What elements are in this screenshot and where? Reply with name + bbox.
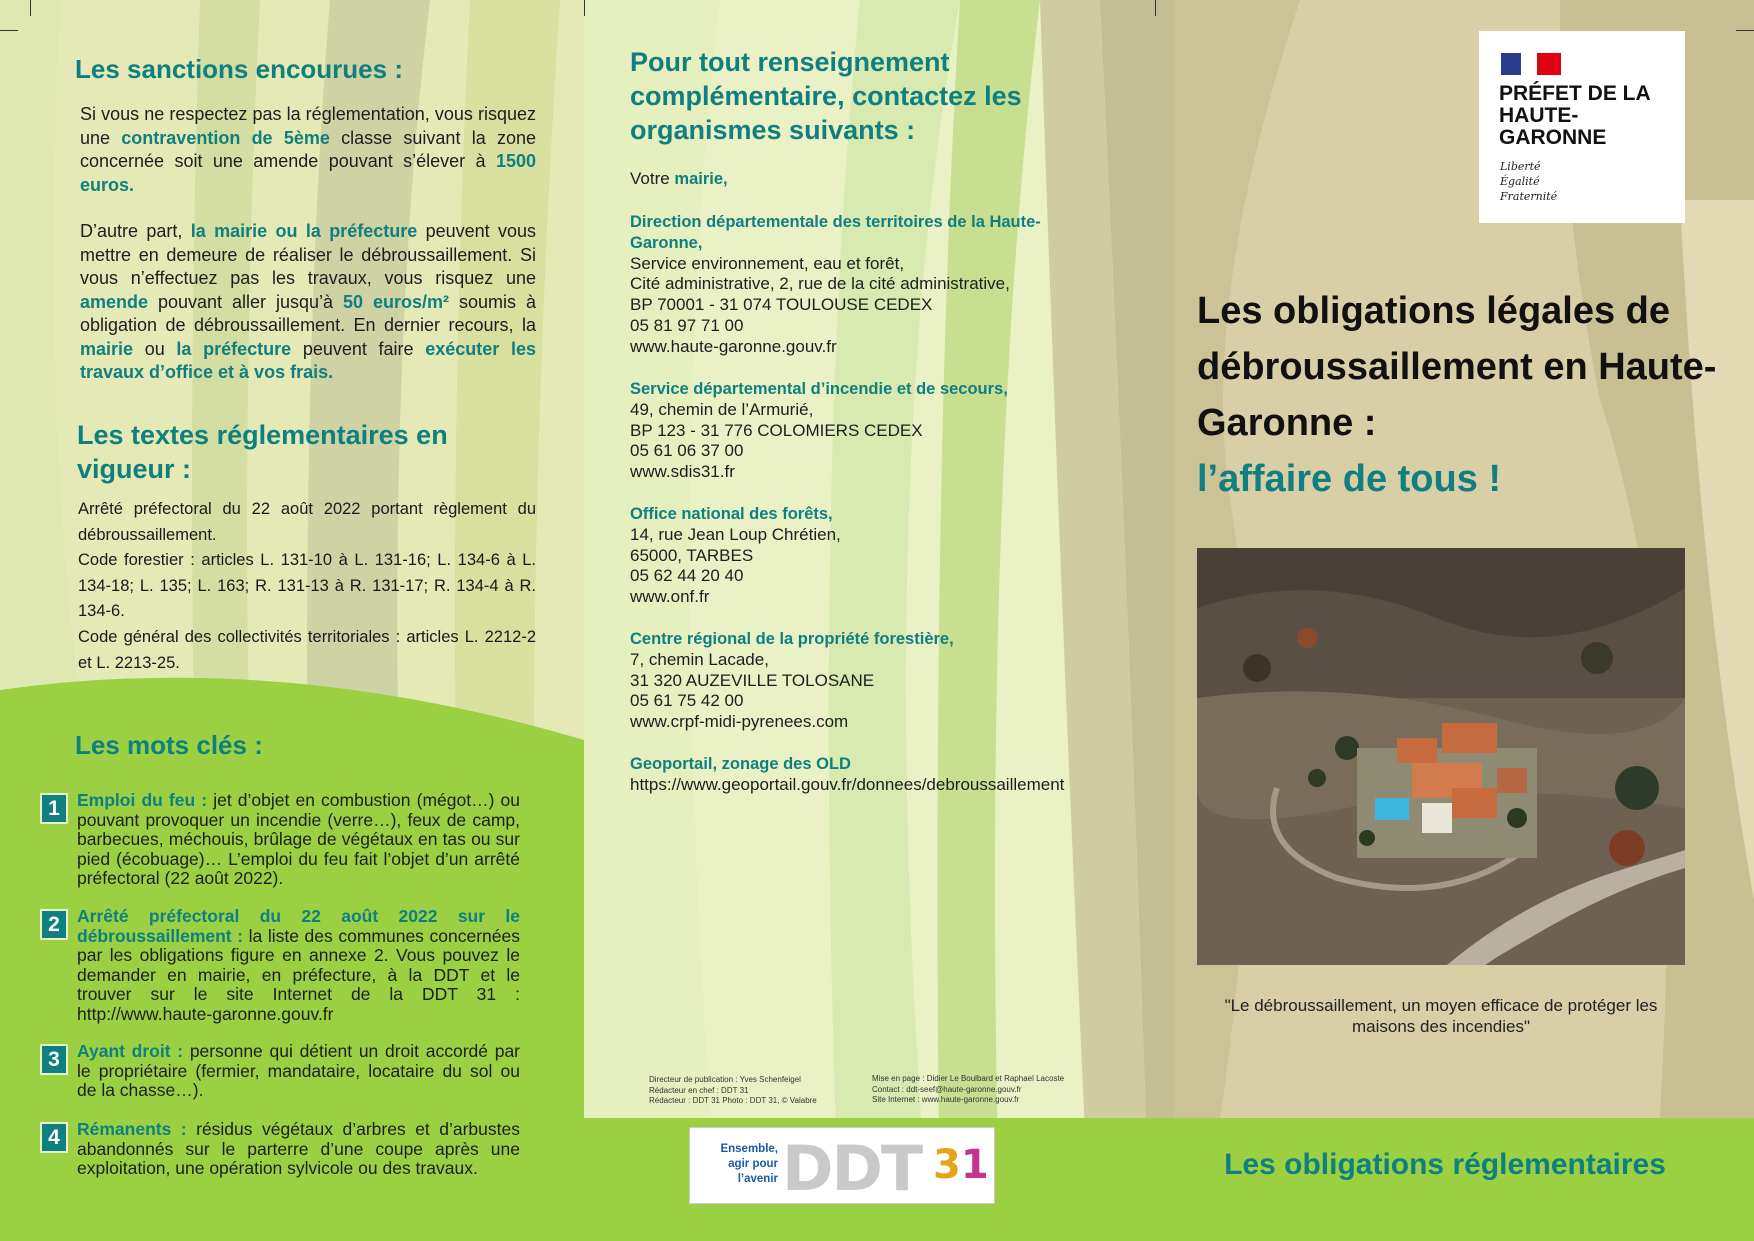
- french-flag-icon: [1501, 53, 1561, 75]
- keyword-item: [40, 907, 520, 1022]
- contact-org-crpf: Centre régional de la propriété forestière, 7, chemin Lacade, 31 320 AUZEVILLE TOLOSANE 05 61 75 42 00 www.crpf-midi-pyrenees.com: [630, 629, 1100, 733]
- crop-mark: [1736, 30, 1754, 31]
- crop-mark: [584, 0, 585, 16]
- contact-link[interactable]: https://www.geoportail.gouv.fr/donnees/debroussaillement: [630, 774, 1065, 794]
- keyword-item: [40, 791, 520, 886]
- textes-list: [78, 497, 536, 676]
- texte-line: Code général des collectivités territoriales : articles L. 2212-2 et L. 2213-25.: [78, 627, 536, 672]
- keyword-number-badge: 2: [40, 909, 68, 940]
- aerial-photo-house: [1197, 548, 1685, 965]
- keyword-item: [40, 1042, 520, 1102]
- ddt-number: 31: [933, 1142, 989, 1188]
- keyword-number-badge: 1: [40, 793, 68, 824]
- footer-title: Les obligations réglementaires: [1224, 1148, 1666, 1181]
- keyword-text: Arrêté préfectoral du 22 août 2022 sur le débroussaillement : la liste des communes concernées par les obligations figure en annexe 2. Vous pouvez le demander en mairie, en préfecture, à la DDT et le trouver sur le site Internet de la DDT 31 : http://www.haute-garonne.gouv.fr: [77, 906, 520, 1024]
- contact-org-onf: Office national des forêts, 14, rue Jean Loup Chrétien, 65000, TARBES 05 62 44 20 40 www.onf.fr: [630, 504, 1100, 608]
- contact-mairie: Votre mairie,: [630, 169, 728, 188]
- ddt-slogan: Ensemble, agir pour l’avenir: [720, 1143, 778, 1185]
- ddt-letters: DDT: [782, 1132, 922, 1204]
- contact-org-sdis: Service départemental d’incendie et de secours, 49, chemin de l’Armurié, BP 123 - 31 776 COLOMIERS CEDEX 05 61 06 37 00 www.sdis31.fr: [630, 379, 1100, 483]
- textes-title: Les textes réglementaires en vigueur :: [77, 420, 448, 484]
- sanctions-paragraph-1: Si vous ne respectez pas la réglementation, vous risquez une contravention de 5ème classe suivant la zone concernée soit une amende pouvant s’élever à 1500 euros.: [80, 104, 536, 195]
- crop-mark: [0, 30, 18, 31]
- keyword-text: Rémanents : résidus végétaux d’arbres et d’arbustes abandonnés sur le parterre d’une coupe après une exploitation, une opération sylvicole ou des travaux.: [77, 1119, 520, 1178]
- keyword-item: [40, 1120, 520, 1180]
- contact-link[interactable]: www.crpf-midi-pyrenees.com: [630, 712, 849, 732]
- photo-caption: "Le débroussaillement, un moyen efficace de protéger les maisons des incendies": [1224, 996, 1658, 1036]
- keyword-number-badge: 3: [40, 1044, 68, 1075]
- cover-title: Les obligations légales de débroussaillement en Haute-Garonne : l’affaire de tous !: [1197, 283, 1717, 507]
- sanctions-paragraph-2: D’autre part, la mairie ou la préfecture peuvent vous mettre en demeure de réaliser le débroussaillement. Si vous n’effectuez pas les travaux, vous risquez une amende pouvant aller jusqu’à 50 euros/m² soumis à obligation de débroussaillement. En dernier recours, la mairie ou la préfecture peuvent faire exécuter les travaux d’office et à vos frais.: [80, 221, 537, 382]
- contact-org-ddt: Direction départementale des territoires de la Haute-Garonne, Service environnement, eau et forêt, Cité administrative, 2, rue de la cité administrative, BP 70001 - 31 074 TOULOUSE CEDEX 05 81 97 71 00 www.haute-garonne.gouv.fr: [630, 212, 1100, 358]
- credits-right: Mise en page : Didier Le Boulbard et Raphael Lacoste Contact : ddt-seef@haute-garonne.gouv.fr Site Internet : www.haute-garonne.gouv.fr: [872, 1074, 1065, 1104]
- keyword-text: Emploi du feu : jet d’objet en combustion (mégot…) ou pouvant provoquer un incendie (verre…), feux de camp, barbecues, méchouis, brûlage de végétaux en tas ou sur pied (écobuage)… L’emploi du feu fait l’objet d’un arrêté préfectoral (22 août 2022).: [77, 790, 520, 888]
- keyword-number-badge: 4: [40, 1122, 68, 1153]
- prefet-name: PRÉFET DE LA HAUTE-GARONNE: [1499, 82, 1650, 149]
- credits-left: Directeur de publication : Yves Schenfeigel Rédacteur en chef : DDT 31 Rédacteur : DDT 31 Photo : DDT 31, © Valabre: [649, 1075, 817, 1105]
- devise: Liberté Égalité Fraternité: [1500, 160, 1558, 203]
- crop-mark: [30, 0, 31, 16]
- keyword-text: Ayant droit : personne qui détient un droit accordé par le propriétaire (fermier, mandataire, locataire du sol ou de la chasse…).: [77, 1041, 521, 1100]
- ddt31-logo: [689, 1127, 995, 1204]
- prefet-logo: [1479, 31, 1685, 223]
- contact-link[interactable]: www.haute-garonne.gouv.fr: [630, 336, 837, 356]
- sanctions-title: Les sanctions encourues :: [75, 54, 403, 84]
- cover-subtitle: l’affaire de tous !: [1197, 458, 1502, 500]
- contact-link[interactable]: www.onf.fr: [630, 587, 710, 607]
- contact-org-geoportail: Geoportail, zonage des OLD https://www.geoportail.gouv.fr/donnees/debroussaillement: [630, 754, 1100, 796]
- mots-cles-title: Les mots clés :: [75, 730, 263, 760]
- texte-line: Code forestier : articles L. 131-10 à L. 131-16; L. 134-6 à L. 134-18; L. 135; L. 163; R. 131-13 à R. 131-17; R. 134-4 à R. 134-6.: [78, 551, 536, 621]
- crop-mark: [1155, 0, 1156, 16]
- contact-link[interactable]: www.sdis31.fr: [630, 462, 735, 482]
- texte-line: Arrêté préfectoral du 22 août 2022 portant règlement du débroussaillement.: [78, 500, 536, 544]
- contacts-title: Pour tout renseignement complémentaire, contactez les organismes suivants :: [630, 47, 1022, 145]
